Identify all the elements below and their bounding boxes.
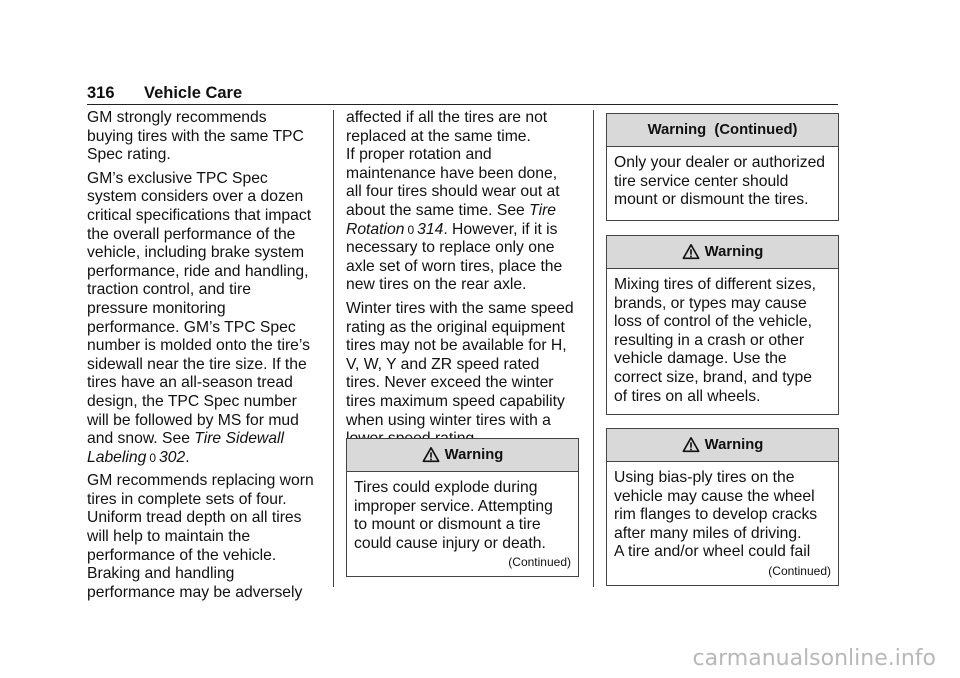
text-line: number is molded onto the tire’s bbox=[87, 337, 310, 355]
text-line: GM strongly recommends bbox=[87, 109, 267, 126]
warning-box-bias-ply bbox=[606, 428, 839, 586]
page-ref-314[interactable]: 314 bbox=[417, 220, 444, 238]
text-line: sidewall near the tire size. If the bbox=[87, 355, 307, 373]
warning-header bbox=[607, 114, 838, 147]
link-tire-sidewall-labeling[interactable]: Tire Sidewall bbox=[194, 430, 284, 448]
column-divider-1 bbox=[333, 110, 334, 587]
warning-box-mixing-tires bbox=[606, 235, 839, 415]
text-line: performance, ride and handling, bbox=[87, 262, 309, 280]
text-line: vehicle damage. Use the bbox=[614, 350, 787, 368]
text-line: vehicle, including brake system bbox=[87, 244, 305, 262]
text-line: system considers over a dozen bbox=[87, 188, 304, 206]
text-line: tire service center should bbox=[614, 172, 789, 190]
text-line: A tire and/or wheel could fail bbox=[614, 543, 811, 561]
text-line: to mount or dismount a tire bbox=[354, 516, 541, 534]
warning-header bbox=[607, 429, 838, 462]
text-line: Spec rating. bbox=[87, 146, 171, 164]
text-line: new tires on the rear axle. bbox=[346, 276, 527, 294]
text-line: improper service. Attempting bbox=[354, 497, 553, 515]
column-2 bbox=[346, 109, 580, 454]
warning-triangle-icon bbox=[682, 243, 700, 261]
text-line: pressure monitoring bbox=[87, 299, 226, 317]
text-line: of tires on all wheels. bbox=[614, 387, 761, 405]
column-divider-2 bbox=[593, 110, 594, 587]
warning-triangle-icon bbox=[422, 446, 440, 464]
warning-header bbox=[347, 439, 578, 472]
text-line: tires have an all-season tread bbox=[87, 374, 293, 392]
text-line: the overall performance of the bbox=[87, 225, 296, 243]
text-line: tires. Never exceed the winter bbox=[346, 374, 554, 392]
text-line: replaced at the same time. bbox=[346, 127, 531, 145]
text-line: when using winter tires with a bbox=[346, 411, 551, 429]
warning-title: Warning bbox=[704, 244, 764, 260]
warning-title: Warning (Continued) bbox=[647, 122, 798, 138]
text-line: loss of control of the vehicle, bbox=[614, 313, 812, 331]
text-line: maintenance have been done, bbox=[346, 164, 558, 182]
link-tire-rotation-cont[interactable]: Rotation bbox=[346, 220, 405, 238]
warning-body bbox=[607, 269, 838, 414]
text-line: Braking and handling bbox=[87, 565, 235, 583]
text-line: If proper rotation and bbox=[346, 146, 492, 164]
warning-header bbox=[607, 236, 838, 269]
text-line: tires in complete sets of four. bbox=[87, 490, 287, 508]
text-line: brands, or types may cause bbox=[614, 294, 807, 312]
text-line bbox=[346, 202, 580, 221]
text-line: axle set of worn tires, place the bbox=[346, 257, 563, 275]
text-line: tires maximum speed capability bbox=[346, 392, 565, 410]
warning-box-continued bbox=[606, 113, 839, 221]
text-line: will help to maintain the bbox=[87, 528, 251, 546]
warning-title: Warning bbox=[704, 437, 764, 453]
text-line bbox=[87, 449, 323, 468]
text-line: Winter tires with the same speed bbox=[346, 299, 574, 317]
warning-box-explode bbox=[346, 438, 579, 577]
text-line: mount or dismount the tires. bbox=[614, 191, 809, 209]
text-fragment: and snow. See bbox=[87, 430, 195, 448]
paragraph-replace-worn bbox=[87, 472, 323, 602]
text-line: after many miles of driving. bbox=[614, 524, 802, 542]
page-header bbox=[87, 83, 837, 103]
paragraph-affected bbox=[346, 109, 580, 146]
watermark: carmanualsonline.info bbox=[692, 646, 936, 671]
cross-reference-icon: 0 bbox=[407, 222, 415, 237]
text-line: Using bias-ply tires on the bbox=[614, 469, 795, 486]
text-line: critical specifications that impact bbox=[87, 206, 312, 224]
text-line: necessary to replace only one bbox=[346, 239, 555, 257]
text-line: affected if all the tires are not bbox=[346, 109, 548, 126]
page-number: 316 bbox=[87, 84, 115, 102]
text-line: GM’s exclusive TPC Spec bbox=[87, 169, 268, 187]
paragraph-winter-tires bbox=[346, 300, 580, 449]
text-line bbox=[346, 221, 580, 240]
text-line: tires may not be available for H, bbox=[346, 337, 567, 355]
text-line: GM recommends replacing worn bbox=[87, 472, 314, 490]
text-line: resulting in a crash or other bbox=[614, 331, 805, 349]
text-line: Mixing tires of different sizes, bbox=[614, 276, 816, 293]
text-line bbox=[87, 430, 323, 449]
text-line: Tires could explode during bbox=[354, 479, 538, 496]
text-fragment: about the same time. See bbox=[346, 201, 530, 219]
text-line: all four tires should wear out at bbox=[346, 183, 560, 201]
text-line: Uniform tread depth on all tires bbox=[87, 509, 302, 527]
page-ref-302[interactable]: 302 bbox=[159, 448, 186, 466]
paragraph-tpc-recommend bbox=[87, 109, 323, 165]
text-line: could cause injury or death. bbox=[354, 534, 546, 552]
paragraph-rotation bbox=[346, 146, 580, 295]
text-line: Only your dealer or authorized bbox=[614, 154, 826, 171]
text-line: vehicle may cause the wheel bbox=[614, 487, 815, 505]
text-fragment: . bbox=[185, 448, 190, 466]
text-line: performance of the vehicle. bbox=[87, 546, 277, 564]
text-line: will be followed by MS for mud bbox=[87, 411, 299, 429]
text-line: rim flanges to develop cracks bbox=[614, 506, 818, 524]
warning-body bbox=[607, 462, 838, 585]
header-rule bbox=[87, 104, 838, 105]
text-line: performance. GM’s TPC Spec bbox=[87, 318, 296, 336]
text-line: rating as the original equipment bbox=[346, 318, 565, 336]
section-title: Vehicle Care bbox=[144, 84, 243, 102]
text-line: traction control, and tire bbox=[87, 281, 251, 299]
warning-title: Warning bbox=[444, 447, 504, 463]
paragraph-tpc-system bbox=[87, 170, 323, 468]
warning-body bbox=[607, 147, 838, 220]
text-line: V, W, Y and ZR speed rated bbox=[346, 355, 540, 373]
warning-body bbox=[347, 472, 578, 576]
continued-label: (Continued) bbox=[508, 555, 571, 570]
link-tire-rotation[interactable]: Tire bbox=[529, 201, 557, 219]
cross-reference-icon: 0 bbox=[149, 450, 157, 465]
text-line: performance may be adversely bbox=[87, 583, 303, 601]
link-tire-sidewall-labeling-cont[interactable]: Labeling bbox=[87, 448, 147, 466]
text-fragment: . However, if it is bbox=[443, 220, 558, 238]
text-line: buying tires with the same TPC bbox=[87, 127, 304, 145]
text-line: correct size, brand, and type bbox=[614, 368, 812, 386]
column-1 bbox=[87, 109, 323, 607]
warning-triangle-icon bbox=[682, 436, 700, 454]
text-line: design, the TPC Spec number bbox=[87, 392, 297, 410]
continued-label: (Continued) bbox=[768, 563, 831, 578]
